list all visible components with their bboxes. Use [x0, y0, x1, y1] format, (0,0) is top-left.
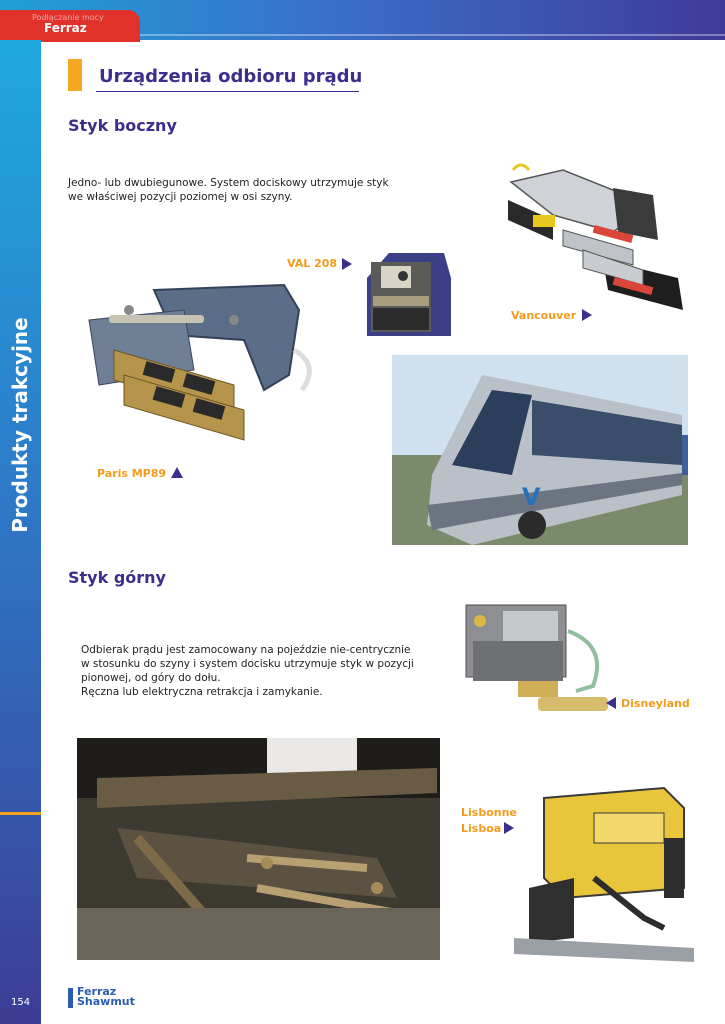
page-title: Urządzenia odbioru prądu	[99, 66, 363, 87]
top-contact-mechanism-photo	[77, 738, 440, 960]
caption-lisbonne: Lisbonne	[461, 806, 517, 819]
top-description-line: pionowej, od góry do dołu.	[81, 672, 221, 684]
side-description	[68, 176, 389, 204]
top-description-line: w stosunku do szyny i system docisku utrzymuje styk w pozycji	[81, 658, 414, 670]
sidebar-vertical-title: Produkty trakcyjne	[8, 317, 32, 533]
caption-disneyland: Disneyland	[621, 697, 690, 710]
caption-vancouver: Vancouver	[511, 309, 577, 322]
caption-lisboa: Lisboa	[461, 822, 502, 835]
caption-val208: VAL 208	[287, 257, 338, 270]
side-description-line: we właściwej pozycji poziomej w osi szyny.	[68, 191, 293, 203]
title-underline	[96, 91, 359, 92]
pointer-right-icon	[504, 822, 514, 834]
disneyland-collector-image	[458, 601, 608, 719]
top-description-line: Odbierak prądu jest zamocowany na pojeździe nie-centrycznie	[81, 644, 411, 656]
section-heading-side: Styk boczny	[68, 116, 177, 135]
paris-mp89-collector-image	[84, 280, 320, 455]
caption-paris: Paris MP89	[97, 467, 167, 480]
brand-label: Ferraz	[44, 21, 87, 35]
lisbon-collector-image	[514, 778, 694, 962]
vancouver-collector-image	[493, 160, 688, 330]
side-description-line: Jedno- lub dwubiegunowe. System dociskowy utrzymuje styk	[68, 177, 389, 189]
top-description	[81, 643, 444, 699]
pointer-up-icon	[171, 467, 183, 478]
vancouver-train-photo	[392, 355, 688, 545]
val208-collector-image	[359, 248, 454, 340]
pointer-right-icon	[342, 258, 352, 270]
ferraz-shawmut-logo-mark	[68, 988, 73, 1008]
title-marker	[68, 59, 82, 91]
pointer-left-icon	[606, 697, 616, 709]
category-label: Podłączanie mocy	[32, 13, 104, 22]
section-heading-top: Styk górny	[68, 568, 166, 587]
logo-line: Shawmut	[77, 995, 135, 1008]
logo-line: Ferraz	[77, 985, 117, 998]
page-number: 154	[11, 997, 31, 1008]
ferraz-shawmut-logo	[77, 987, 135, 1007]
brand-tab	[0, 10, 140, 42]
sidebar-accent-line	[0, 812, 41, 815]
pointer-right-icon	[582, 309, 592, 321]
svg-text:V: V	[522, 483, 541, 511]
top-description-line: Ręczna lub elektryczna retrakcja i zamykanie.	[81, 686, 323, 698]
